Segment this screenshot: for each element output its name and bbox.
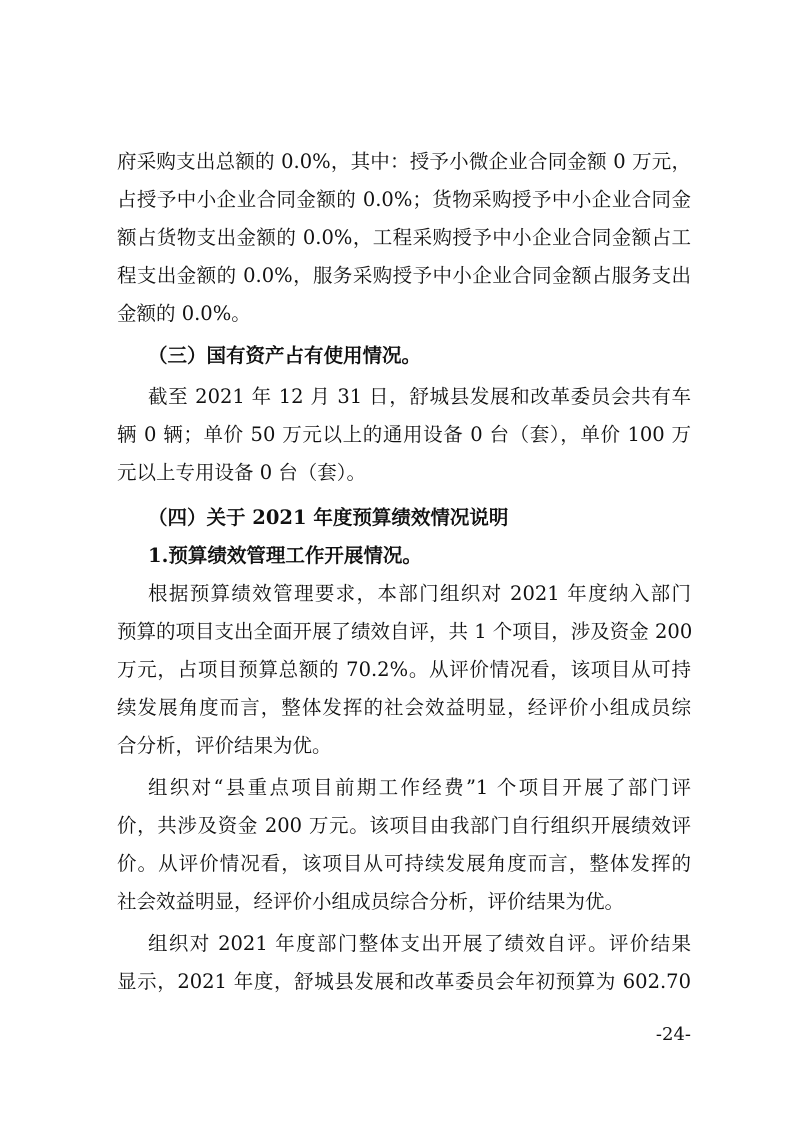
paragraph-line: 元以上专用设备 0 台（套）。 <box>117 461 367 484</box>
paragraph-line: 程支出金额的 0.0%，服务采购授予中小企业合同金额占服务支出 <box>117 264 691 287</box>
paragraph-line: 占授予中小企业合同金额的 0.0%；货物采购授予中小企业合同金 <box>117 188 691 211</box>
paragraph-line: 万元，占项目预算总额的 70.2%。从评价情况看，该项目从可持 <box>117 658 691 681</box>
paragraph-line: 截至 2021 年 12 月 31 日，舒城县发展和改革委员会共有车 <box>148 385 691 408</box>
paragraph-line: 续发展角度而言，整体发挥的社会效益明显，经评价小组成员综 <box>117 696 691 719</box>
paragraph-line: 社会效益明显，经评价小组成员综合分析，评价结果为优。 <box>117 890 625 913</box>
section-heading-4: （四）关于 2021 年度预算绩效情况说明 <box>148 506 509 529</box>
subsection-heading-1: 1.预算绩效管理工作开展情况。 <box>148 544 422 567</box>
paragraph-line: 价。从评价情况看，该项目从可持续发展角度而言，整体发挥的 <box>117 852 691 875</box>
paragraph-line: 额占货物支出金额的 0.0%，工程采购授予中小企业合同金额占工 <box>117 226 691 249</box>
paragraph-line: 金额的 0.0%。 <box>117 302 251 325</box>
paragraph-line: 合分析，评价结果为优。 <box>117 734 332 757</box>
paragraph-line: 组织对“县重点项目前期工作经费”1 个项目开展了部门评 <box>148 776 691 799</box>
paragraph-line: 组织对 2021 年度部门整体支出开展了绩效自评。评价结果 <box>148 932 691 955</box>
page-number: -24- <box>655 1024 691 1045</box>
paragraph-line: 显示，2021 年度，舒城县发展和改革委员会年初预算为 602.70 <box>117 970 691 993</box>
section-heading-3: （三）国有资产占有使用情况。 <box>148 344 422 367</box>
paragraph-line: 价，共涉及资金 200 万元。该项目由我部门自行组织开展绩效评 <box>117 814 691 837</box>
paragraph-line: 辆 0 辆；单价 50 万元以上的通用设备 0 台（套），单价 100 万 <box>117 423 691 446</box>
paragraph-line: 根据预算绩效管理要求，本部门组织对 2021 年度纳入部门 <box>148 582 691 605</box>
paragraph-line: 预算的项目支出全面开展了绩效自评，共 1 个项目，涉及资金 200 <box>117 620 693 643</box>
paragraph-line: 府采购支出总额的 0.0%，其中：授予小微企业合同金额 0 万元， <box>117 150 691 173</box>
